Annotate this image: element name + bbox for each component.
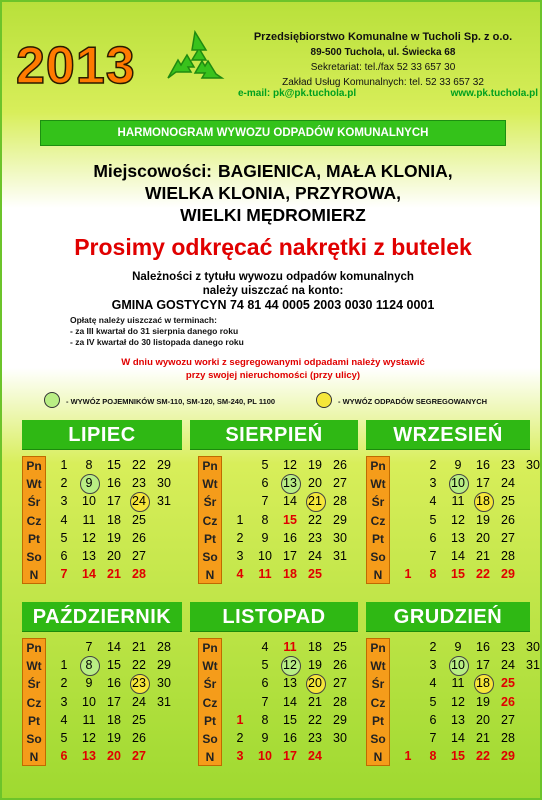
- calendar-day: 30: [157, 476, 171, 491]
- weekday-label: Śr: [371, 677, 385, 692]
- green-circle-icon: [44, 392, 60, 408]
- calendar-day: 13: [283, 676, 297, 691]
- calendar-day: 31: [157, 494, 171, 509]
- calendar-day: 26: [333, 458, 347, 472]
- calendar-day: 23: [127, 674, 151, 692]
- calendar-day: 3: [60, 494, 68, 509]
- payment-line-1: Należności z tytułu wywozu odpadów komunalnych: [132, 271, 414, 283]
- calendar-day: 20: [476, 530, 490, 545]
- weekday-label: So: [370, 549, 386, 564]
- calendar-day: 17: [107, 694, 121, 709]
- calendar-day: 9: [454, 458, 462, 472]
- month-grid: [22, 638, 182, 768]
- contact-links: [238, 88, 538, 99]
- calendar-day: 11: [451, 676, 465, 691]
- calendar-day: 4: [60, 512, 68, 527]
- calendar-day: 14: [283, 494, 297, 509]
- calendar-day: 24: [308, 549, 322, 563]
- calendar-day: 30: [526, 458, 540, 472]
- calendar-day: 5: [261, 458, 269, 472]
- calendar-day: 25: [132, 712, 146, 727]
- locations-label: Miejscowości:: [93, 161, 213, 181]
- calendar-day: 28: [132, 567, 146, 582]
- calendar-day: 11: [82, 712, 96, 727]
- legend: [44, 390, 514, 410]
- month-title: PAŹDZIERNIK: [22, 602, 182, 632]
- calendar-day: 4: [429, 676, 437, 691]
- legend-yellow-label: - WYWÓZ ODPADÓW SEGREGOWANYCH: [338, 397, 488, 406]
- calendar-day: 28: [333, 494, 347, 509]
- calendar-day: 7: [429, 731, 437, 745]
- calendar-day: 6: [429, 530, 437, 545]
- weekday-label: So: [202, 731, 218, 746]
- weekday-column: [198, 456, 222, 584]
- calendar-day: 27: [501, 530, 515, 545]
- terms-q3: - za III kwartał do 31 sierpnia danego roku: [70, 326, 239, 336]
- calendar-day: 1: [60, 458, 68, 472]
- calendar-day: 27: [333, 676, 347, 691]
- company-name: Przedsiębiorstwo Komunalne w Tucholi Sp. z o.o.: [253, 31, 513, 43]
- year-title: 2013: [16, 37, 136, 95]
- calendar-day: 15: [107, 458, 121, 472]
- calendar-day: 2: [236, 530, 244, 545]
- calendar-day: 16: [107, 676, 121, 691]
- calendar-day: 18: [471, 674, 495, 692]
- calendar-day: 31: [526, 658, 540, 673]
- calendar-day: 21: [476, 549, 490, 563]
- calendar-day: 28: [501, 549, 515, 563]
- calendar-day: 19: [107, 731, 121, 745]
- calendar-day: 14: [283, 694, 297, 709]
- calendar-day: 27: [501, 712, 515, 727]
- calendar-day: 9: [261, 530, 269, 545]
- calendar-day: 15: [283, 512, 297, 527]
- calendar-day: 13: [278, 474, 302, 492]
- calendar-day: 11: [82, 512, 96, 527]
- calendar-day: 2: [429, 458, 437, 472]
- weekday-label: Wt: [202, 659, 218, 674]
- calendar-day: 26: [501, 694, 515, 709]
- calendar-day: 13: [82, 749, 96, 764]
- secretariat-phone: Sekretariat: tel./fax 52 33 657 30: [310, 62, 456, 73]
- calendar-day: 19: [308, 658, 322, 673]
- weekday-label: Pt: [372, 713, 384, 728]
- calendar-day: 30: [526, 640, 540, 654]
- weekday-label: N: [373, 568, 383, 583]
- month-grid: [366, 456, 540, 586]
- weekday-column: [366, 456, 390, 584]
- calendar-day: 24: [308, 749, 322, 764]
- weekday-label: So: [202, 549, 218, 564]
- calendar-day: 15: [107, 658, 121, 673]
- calendar-day: 10: [446, 474, 470, 492]
- calendar-day: 3: [236, 549, 244, 563]
- calendar-day: 29: [333, 512, 347, 527]
- weekday-label: N: [373, 750, 383, 765]
- weekday-label: Śr: [27, 677, 41, 692]
- calendar-day: 21: [303, 492, 327, 510]
- calendar-day: 20: [476, 712, 490, 727]
- calendar-day: 2: [60, 676, 68, 691]
- calendar-day: 28: [157, 640, 171, 654]
- weekday-label: Pt: [204, 713, 216, 728]
- month-grid: [198, 638, 358, 768]
- calendar-day: 25: [501, 676, 515, 691]
- calendar-day: 13: [451, 530, 465, 545]
- calendar-day: 5: [261, 658, 269, 673]
- legend-green-label: - WYWÓZ POJEMNIKÓW SM-110, SM-120, SM-240, PL 1100: [66, 397, 276, 406]
- calendar-day: 26: [333, 658, 347, 673]
- weekday-label: Śr: [371, 495, 385, 510]
- locations-line-3: WIELKI MĘDROMIERZ: [180, 205, 366, 225]
- calendar-day: 31: [333, 549, 347, 563]
- calendar-day: 1: [236, 512, 244, 527]
- calendar-day: 13: [82, 549, 96, 563]
- company-info: [228, 30, 538, 90]
- weekday-label: Wt: [370, 477, 386, 492]
- payment-info: [22, 270, 524, 298]
- calendar-day: 12: [451, 694, 465, 709]
- calendar-day: 26: [501, 512, 515, 527]
- services-phone: Zakład Usług Komunalnych: tel. 52 33 657 32: [282, 77, 484, 88]
- calendar-day: 23: [308, 731, 322, 745]
- weekday-label: Pn: [370, 459, 386, 473]
- calendar-day: 7: [261, 694, 269, 709]
- payment-line-2: należy uiszczać na konto:: [202, 285, 344, 297]
- calendar-day: 23: [132, 476, 146, 491]
- calendar-day: 9: [85, 676, 93, 691]
- calendar-day: 2: [60, 476, 68, 491]
- website-link[interactable]: www.pk.tuchola.pl: [450, 88, 538, 99]
- calendar-day: 17: [283, 549, 297, 563]
- locations: [22, 160, 524, 226]
- weekday-label: N: [205, 568, 215, 583]
- month-title: LISTOPAD: [190, 602, 358, 632]
- calendar-day: 22: [132, 458, 146, 472]
- calendar-day: 29: [157, 658, 171, 673]
- weekday-label: Cz: [202, 513, 218, 528]
- calendar-day: 14: [82, 567, 96, 582]
- calendar-day: 18: [471, 492, 495, 510]
- calendar-day: 30: [333, 731, 347, 745]
- calendar-day: 9: [454, 640, 462, 654]
- calendar-day: 11: [258, 567, 272, 582]
- notice-line-2: przy swojej nieruchomości (przy ulicy): [185, 370, 361, 381]
- calendar-day: 22: [308, 712, 322, 727]
- calendar-day: 4: [60, 712, 68, 727]
- schedule-title-band: HARMONOGRAM WYWOZU ODPADÓW KOMUNALNYCH: [40, 120, 506, 146]
- calendar-day: 21: [476, 731, 490, 745]
- calendar-day: 1: [404, 749, 412, 764]
- weekday-label: N: [29, 568, 39, 583]
- calendar-day: 4: [261, 640, 269, 654]
- calendar-day: 7: [85, 640, 93, 654]
- calendar-day: 12: [82, 731, 96, 745]
- weekday-column: [198, 638, 222, 766]
- calendar-day: 16: [476, 458, 490, 472]
- calendar-day: 8: [85, 458, 93, 472]
- weekday-label: Pt: [372, 531, 384, 546]
- month-grid: [366, 638, 540, 768]
- weekday-label: Cz: [370, 695, 386, 710]
- notice-line-1: W dniu wywozu worki z segregowanymi odpadami należy wystawić: [121, 357, 425, 368]
- calendar-day: 28: [333, 694, 347, 709]
- weekday-label: Pn: [370, 641, 386, 655]
- locations-line-2: WIELKA KLONIA, PRZYROWA,: [144, 183, 401, 203]
- calendar-day: 11: [451, 494, 465, 509]
- calendar-day: 27: [132, 549, 146, 563]
- calendar-day: 17: [476, 658, 490, 673]
- calendar-day: 7: [429, 549, 437, 563]
- calendar-day: 12: [278, 656, 302, 674]
- calendar-day: 18: [107, 512, 121, 527]
- calendar-day: 17: [107, 494, 121, 509]
- calendar-day: 19: [476, 694, 490, 709]
- calendar-day: 13: [451, 712, 465, 727]
- weekday-label: Śr: [203, 677, 217, 692]
- weekday-label: Pn: [26, 641, 42, 655]
- calendar-day: 22: [476, 567, 490, 582]
- email-link[interactable]: e-mail: pk@pk.tuchola.pl: [238, 88, 357, 99]
- weekday-label: So: [370, 731, 386, 746]
- calendar-day: 14: [107, 640, 121, 654]
- weekday-label: So: [26, 549, 42, 564]
- weekday-label: Pt: [204, 531, 216, 546]
- weekday-label: Wt: [202, 477, 218, 492]
- calendar-day: 1: [236, 712, 244, 727]
- calendar-day: 3: [429, 476, 437, 491]
- calendar-day: 18: [107, 712, 121, 727]
- calendar-day: 24: [132, 694, 146, 709]
- calendar-day: 8: [77, 656, 101, 674]
- calendar-day: 27: [132, 749, 146, 764]
- calendar-day: 9: [261, 731, 269, 745]
- weekday-label: Śr: [27, 495, 41, 510]
- weekday-label: Wt: [26, 477, 42, 492]
- weekday-label: Cz: [26, 513, 42, 528]
- calendar-day: 12: [451, 512, 465, 527]
- calendar-day: 22: [132, 658, 146, 673]
- calendar-day: 16: [107, 476, 121, 491]
- weekday-label: Pn: [202, 641, 218, 655]
- calendar-day: 16: [476, 640, 490, 654]
- calendar-day: 6: [429, 712, 437, 727]
- calendar-day: 12: [82, 530, 96, 545]
- weekday-column: [22, 456, 46, 584]
- calendar-day: 31: [157, 694, 171, 709]
- calendar-day: 9: [77, 474, 101, 492]
- month-title: WRZESIEŃ: [366, 420, 530, 450]
- calendar-day: 10: [82, 694, 96, 709]
- calendar-day: 18: [283, 567, 297, 582]
- weekday-column: [366, 638, 390, 766]
- terms-intro: Opłatę należy uiszczać w terminach:: [70, 315, 217, 325]
- calendar-day: 22: [476, 749, 490, 764]
- calendar-day: 8: [261, 712, 269, 727]
- calendar-day: 17: [283, 749, 297, 764]
- calendar-day: 10: [258, 549, 272, 563]
- weekday-label: Pn: [202, 459, 218, 473]
- calendar-day: 16: [283, 530, 297, 545]
- weekday-label: So: [26, 731, 42, 746]
- calendar-day: 15: [283, 712, 297, 727]
- calendar-day: 15: [451, 567, 465, 582]
- month-grid: [22, 456, 182, 586]
- calendar-day: 20: [107, 749, 121, 764]
- calendar-day: 4: [429, 494, 437, 509]
- month-grid: [198, 456, 358, 586]
- weekday-label: Wt: [370, 659, 386, 674]
- calendar-day: 6: [261, 676, 269, 691]
- calendar-day: 29: [157, 458, 171, 472]
- calendar-day: 5: [429, 694, 437, 709]
- weekday-label: Cz: [202, 695, 218, 710]
- calendar-day: 5: [60, 731, 68, 745]
- calendar-day: 23: [501, 458, 515, 472]
- calendar-day: 2: [236, 731, 244, 745]
- month-title: GRUDZIEŃ: [366, 602, 530, 632]
- calendar-day: 1: [60, 658, 68, 673]
- calendar-day: 29: [501, 567, 515, 582]
- weekday-label: Pn: [26, 459, 42, 473]
- calendar-day: 25: [501, 494, 515, 509]
- weekday-label: Śr: [203, 495, 217, 510]
- calendar-day: 7: [261, 494, 269, 509]
- calendar-day: 1: [404, 567, 412, 582]
- calendar-day: 28: [501, 731, 515, 745]
- weekday-column: [22, 638, 46, 766]
- weekday-label: Pt: [28, 531, 40, 546]
- calendar-day: 24: [127, 492, 151, 510]
- calendar-day: 6: [261, 476, 269, 491]
- calendar-day: 20: [308, 476, 322, 491]
- calendar-day: 29: [501, 749, 515, 764]
- calendar-day: 21: [107, 567, 121, 582]
- calendar-day: 27: [333, 476, 347, 491]
- month-title: LIPIEC: [22, 420, 182, 450]
- calendar-day: 29: [333, 712, 347, 727]
- calendar-day: 8: [429, 749, 437, 764]
- calendar-day: 19: [107, 530, 121, 545]
- calendar-day: 14: [451, 549, 465, 563]
- locations-line-1: BAGIENICA, MAŁA KLONIA,: [218, 161, 453, 181]
- calendar-day: 20: [107, 549, 121, 563]
- calendar-day: 20: [303, 674, 327, 692]
- calendar-day: 19: [308, 458, 322, 472]
- month-title: SIERPIEŃ: [190, 420, 358, 450]
- calendar-day: 17: [476, 476, 490, 491]
- calendar-day: 10: [82, 494, 96, 509]
- calendar-day: 2: [429, 640, 437, 654]
- calendar-day: 4: [236, 567, 244, 582]
- calendar-day: 3: [60, 694, 68, 709]
- calendar-day: 16: [283, 731, 297, 745]
- bank-account: GMINA GOSTYCYN 74 81 44 0005 2003 0030 1124 0001: [111, 298, 435, 312]
- calendar-day: 10: [446, 656, 470, 674]
- weekday-label: N: [205, 750, 215, 765]
- yellow-circle-icon: [316, 392, 332, 408]
- payment-terms: [70, 315, 244, 348]
- calendar-day: 25: [333, 640, 347, 654]
- calendar-day: 12: [283, 458, 297, 472]
- calendar-day: 25: [132, 512, 146, 527]
- calendar-day: 8: [261, 512, 269, 527]
- calendar-day: 5: [429, 512, 437, 527]
- calendar-day: 26: [132, 731, 146, 745]
- calendar-day: 21: [132, 640, 146, 654]
- calendar-day: 25: [308, 567, 322, 582]
- calendar-day: 24: [501, 658, 515, 673]
- calendar-day: 23: [308, 530, 322, 545]
- recycle-icon: [162, 28, 228, 92]
- bottle-cap-plea: Prosimy odkręcać nakrętki z butelek: [74, 234, 472, 260]
- weekday-label: Wt: [26, 659, 42, 674]
- calendar-day: 6: [60, 749, 68, 764]
- calendar-day: 23: [501, 640, 515, 654]
- calendar-day: 21: [308, 694, 322, 709]
- calendar-day: 15: [451, 749, 465, 764]
- calendar-day: 30: [157, 676, 171, 691]
- calendar-day: 6: [60, 549, 68, 563]
- calendar-day: 14: [451, 731, 465, 745]
- calendar-day: 5: [60, 530, 68, 545]
- weekday-label: Cz: [370, 513, 386, 528]
- calendar-day: 19: [476, 512, 490, 527]
- calendar-day: 24: [501, 476, 515, 491]
- calendar-day: 26: [132, 530, 146, 545]
- calendar-day: 7: [60, 567, 68, 582]
- calendar-day: 18: [308, 640, 322, 654]
- calendar-day: 10: [258, 749, 272, 764]
- company-address: 89-500 Tuchola, ul. Świecka 68: [310, 47, 456, 58]
- calendar-day: 3: [429, 658, 437, 673]
- calendar-day: 8: [429, 567, 437, 582]
- bag-notice: [32, 356, 514, 382]
- calendar-day: 22: [308, 512, 322, 527]
- calendar-day: 30: [333, 530, 347, 545]
- calendar-day: 11: [283, 640, 297, 654]
- weekday-label: N: [29, 750, 39, 765]
- calendar-day: 3: [236, 749, 244, 764]
- terms-q4: - za IV kwartał do 30 listopada danego roku: [70, 337, 244, 347]
- weekday-label: Pt: [28, 713, 40, 728]
- weekday-label: Cz: [26, 695, 42, 710]
